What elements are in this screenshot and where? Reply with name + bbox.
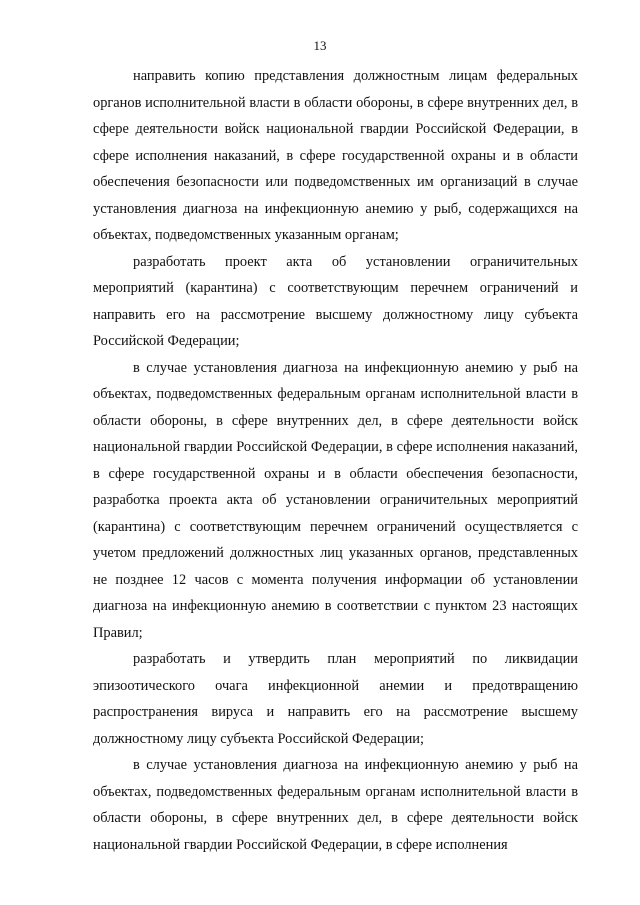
paragraph-draft-quarantine-act: разработать проект акта об установлении ограничительных мероприятий (карантина) с соответствующим перечнем ограничений и направить его на рассмотрение высшему должностному лицу субъекта Российской Федерации; — [93, 253, 578, 349]
paragraph-federal-objects-plan: в случае установления диагноза на инфекционную анемию у рыб на объектах, подведомственных федеральным органам исполнительной власти в области обороны, в сфере внутренних дел, в сфере деятельности войск национальной гвардии Российской Федерации, в сфере исполнения — [93, 757, 578, 853]
paragraph-send-copy: направить копию представления должностным лицам федеральных органов исполнительной власти в области обороны, в сфере внутренних дел, в сфере деятельности войск национальной гвардии Российской Федерации, в сфере исполнения наказаний, в сфере государственной охраны и в области обеспечения безопасности или подведомственных им организаций в случае установления диагноза на инфекционную анемию у рыб, содержащихся на объектах, подведомственных указанным органам; — [93, 68, 578, 243]
paragraph-liquidation-plan: разработать и утвердить план мероприятий по ликвидации эпизоотического очага инфекционной анемии и предотвращению распространения вируса и направить его на рассмотрение высшему должностному лицу субъекта Российской Федерации; — [93, 651, 578, 747]
document-body — [93, 63, 578, 858]
paragraph-federal-objects-act: в случае установления диагноза на инфекционную анемию у рыб на объектах, подведомственных федеральным органам исполнительной власти в области обороны, в сфере внутренних дел, в сфере деятельности войск национальной гвардии Российской Федерации, в сфере исполнения наказаний, в сфере государственной охраны и в области обеспечения безопасности, разработка проекта акта об установлении ограничительных мероприятий (карантина) с соответствующим перечнем ограничений осуществляется с учетом предложений должностных лиц указанных органов, представленных не позднее 12 часов с момента получения информации об установлении диагноза на инфекционную анемию в соответствии с пунктом 23 настоящих Правил; — [93, 359, 578, 641]
page-number: 13 — [313, 38, 327, 53]
